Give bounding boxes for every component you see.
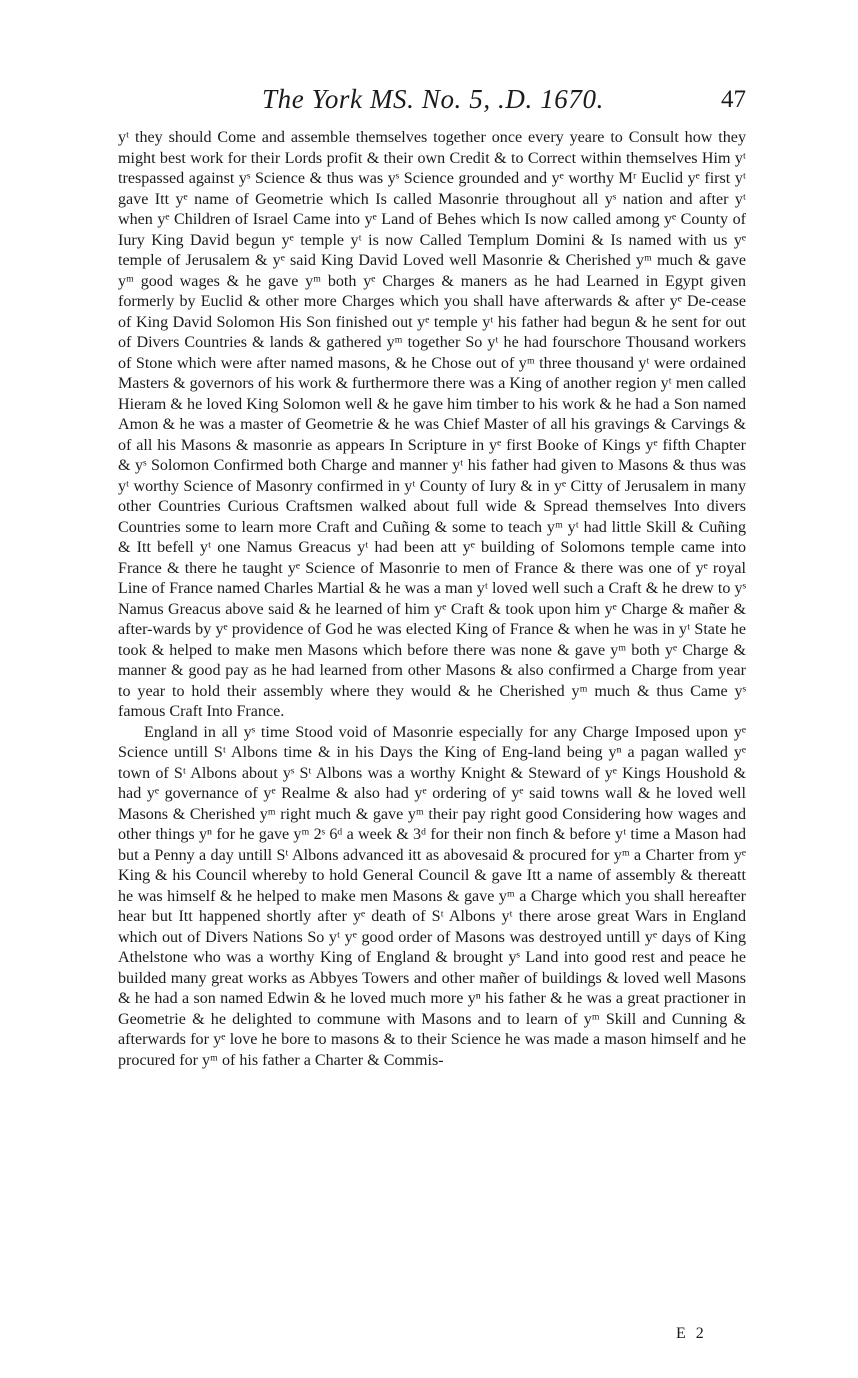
body-text bbox=[118, 128, 746, 1071]
paragraph: yᵗ they should Come and assemble themselves together once every yeare to Consult how they might best work for their Lords profit & their own Credit & to Correct within themselves Him yᵗ trespassed against yˢ Science & thus was yˢ Science grounded and yᵉ worthy Mʳ Euclid yᵉ first yᵗ gave Itt yᵉ name of Geometrie which Is called Masonrie throughout all yˢ nation and after yᵗ when yᵉ Children of Israel Came into yᵉ Land of Behes which Is now called among yᵉ County of Iury King David begun yᵉ temple yᵗ is now Called Templum Domini & Is named with us yᵉ temple of Jerusalem & yᵉ said King David Loved well Masonrie & Cherished yᵐ much & gave yᵐ good wages & he gave yᵐ both yᵉ Charges & maners as he had Learned in Egypt given formerly by Euclid & other more Charges which you shall have afterwards & after yᵉ De-cease of King David Solomon His Son finished out yᵉ temple yᵗ his father had begun & he sent for out of Divers Countries & lands & gathered yᵐ together So yᵗ he had fourschore Thousand workers of Stone which were after named masons, & he Chose out of yᵐ three thousand yᵗ were ordained Masters & governors of his work & furthermore there was a King of another region yᵗ men called Hieram & he loved King Solomon well & he gave him timber to his work & he had a Son named Amon & he was a master of Geometrie & he was Chief Master of all his gravings & Carvings & of all his Masons & masonrie as appears In Scripture in yᵉ first Booke of Kings yᵉ fifth Chapter & yˢ Solomon Confirmed both Charge and manner yᵗ his father had given to Masons & thus was yᵗ worthy Science of Masonry confirmed in yᵗ County of Iury & in yᵉ Citty of Jerusalem in many other Countries Curious Craftsmen walked about full wide & Spread themselves Into divers Countries some to learn more Craft and Cuñing & some to teach yᵐ yᵗ had little Skill & Cuñing & Itt befell yᵗ one Namus Greacus yᵗ had been att yᵉ building of Solomons temple came into France & there he taught yᵉ Science of Masonrie to men of France & there was one of yᵉ royal Line of France named Charles Martial & he was a man yᵗ loved well such a Craft & he drew to yˢ Namus Greacus above said & he learned of him yᵉ Craft & took upon him yᵉ Charge & mañer & after-wards by yᵉ providence of God he was elected King of France & when he was in yᵗ State he took & helped to make men Masons which before there was none & gave yᵐ both yᵉ Charge & manner & good pay as he had learned from other Masons & also confirmed a Charge from year to year to hold their assembly where they would & he Cherished yᵐ much & thus Came yˢ famous Craft Into France. bbox=[118, 129, 746, 720]
signature-mark: E 2 bbox=[676, 1325, 707, 1342]
page-number: 47 bbox=[721, 86, 746, 113]
paragraph: England in all yˢ time Stood void of Masonrie especially for any Charge Imposed upon yᵉ Science untill Sᵗ Albons time & in his Days the King of Eng-land being yⁿ a pagan walled yᵉ town of Sᵗ Albons about yˢ Sᵗ Albons was a worthy Knight & Steward of yᵉ Kings Houshold & had yᵉ governance of yᵉ Realme & also had yᵉ ordering of yᵉ said towns wall & he loved well Masons & Cherished yᵐ right much & gave yᵐ their pay right good Considering how wages and other things yⁿ for he gave yᵐ 2ˢ 6ᵈ a week & 3ᵈ for their non finch & before yᵗ time a Mason had but a Penny a day untill Sᵗ Albons advanced itt as abovesaid & procured for yᵐ a Charter from yᵉ King & his Council whereby to hold General Council & gave Itt a name of assembly & thereatt he was himself & he helped to make men Masons & gave yᵐ a Charge which you shall hereafter hear but Itt happened shortly after yᵉ death of Sᵗ Albons yᵗ there arose great Wars in England which out of Divers Nations So yᵗ yᵉ good order of Masons was destroyed untill yᵉ days of King Athelstone who was a worthy King of England & brought yˢ Land into good rest and peace he builded many great works as Abbyes Towers and other mañer of buildings & loved well Masons & he had a son named Edwin & he loved much more yⁿ his father & he was a great practioner in Geometrie & he delighted to commune with Masons and to learn of yᵐ Skill and Cunning & afterwards for yᵉ love he bore to masons & to their Science he was made a mason himself and he procured for yᵐ of his father a Charter & Commis- bbox=[118, 723, 746, 1069]
page-header bbox=[118, 84, 746, 124]
running-title: The York MS. No. 5, .D. 1670. bbox=[262, 84, 604, 114]
